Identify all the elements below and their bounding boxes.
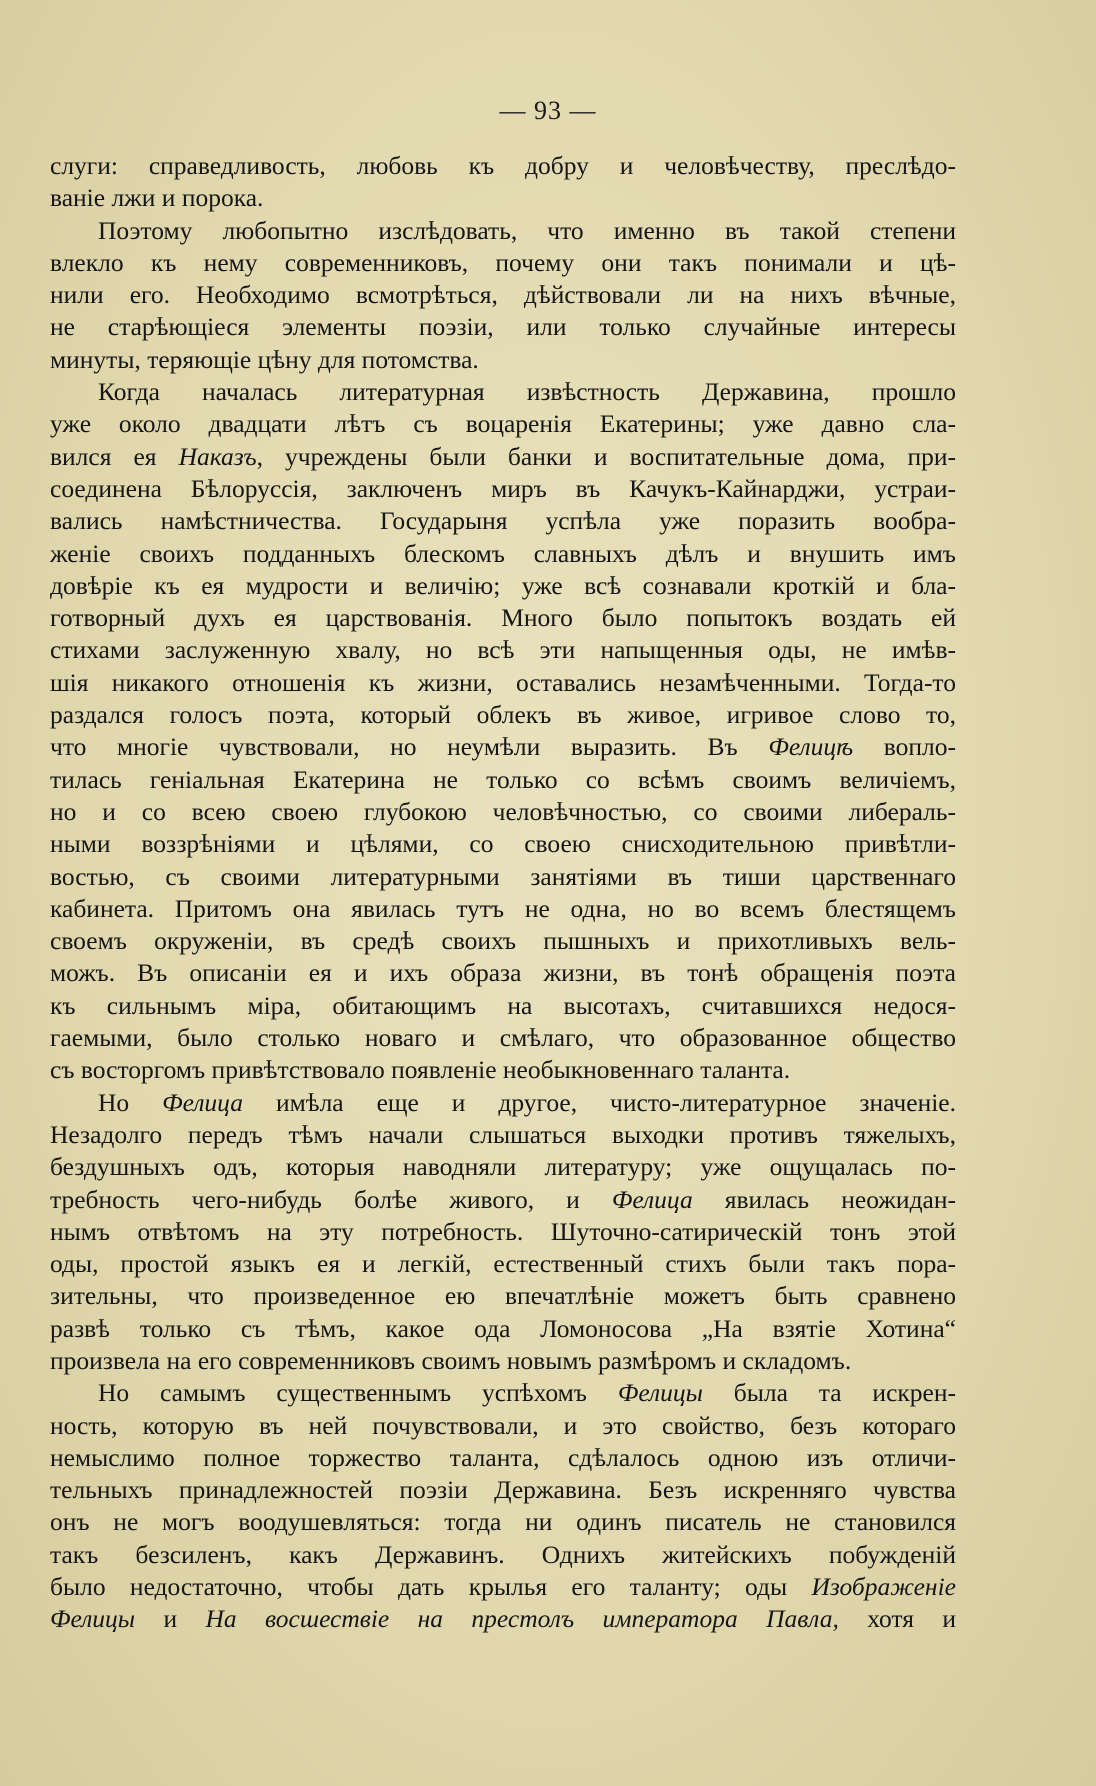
text-line bbox=[50, 1280, 956, 1312]
text-run: довѣріе къ ея мудрости и величію; уже всѣ сознавали кроткій и бла- bbox=[50, 570, 956, 600]
text-run: хотя и bbox=[838, 1604, 956, 1634]
text-run: тельныхъ принадлежностей поэзіи Державина. Безъ искренняго чувства bbox=[50, 1475, 956, 1505]
text-run: не старѣющіеся элементы поэзіи, или только случайные интересы bbox=[50, 312, 956, 342]
text-run: гаемыми, было столько новаго и смѣлаго, что образованное общество bbox=[50, 1023, 956, 1053]
italic-title: Фелицы bbox=[617, 1378, 703, 1408]
text-run: шія никакого отношенія къ жизни, оставались незамѣченными. Тогда-то bbox=[50, 667, 956, 697]
text-run: Незадолго передъ тѣмъ начали слышаться выходки противъ тяжелыхъ, bbox=[50, 1119, 956, 1149]
text-run: ваніе лжи и порока. bbox=[50, 183, 264, 213]
italic-title: Наказъ bbox=[178, 441, 257, 471]
text-run: своемъ окруженіи, въ средѣ своихъ пышныхъ и прихотливыхъ вель- bbox=[50, 926, 956, 956]
text-line bbox=[50, 861, 956, 893]
text-run: минуты, теряющіе цѣну для потомства. bbox=[50, 344, 479, 374]
text-line bbox=[50, 796, 956, 828]
text-run: нили его. Необходимо всмотрѣться, дѣйствовали ли на нихъ вѣчные, bbox=[50, 280, 956, 310]
text-run: онъ не могъ воодушевляться: тогда ни одинъ писатель не становился bbox=[50, 1507, 956, 1537]
text-run: вился ея bbox=[50, 441, 179, 471]
text-line bbox=[50, 828, 956, 860]
text-run: Но самымъ существеннымъ успѣхомъ bbox=[98, 1378, 618, 1408]
text-line bbox=[50, 925, 956, 957]
italic-title: Фелицы bbox=[50, 1604, 136, 1634]
text-line bbox=[50, 1248, 956, 1280]
text-run: такъ безсиленъ, какъ Державинъ. Однихъ житейскихъ побужденій bbox=[50, 1539, 956, 1569]
text-run: бездушныхъ одъ, которыя наводняли литературу; уже ощущалась по- bbox=[50, 1152, 956, 1182]
text-line bbox=[50, 505, 956, 537]
text-line bbox=[50, 182, 956, 214]
text-line bbox=[50, 1151, 956, 1183]
text-line bbox=[50, 1119, 956, 1151]
text-run: тилась геніальная Екатерина не только со всѣмъ своимъ величіемъ, bbox=[50, 764, 956, 794]
text-line bbox=[50, 1442, 956, 1474]
text-line bbox=[50, 538, 956, 570]
text-line bbox=[50, 990, 956, 1022]
text-run: развѣ только съ тѣмъ, какое ода Ломоносова „На взятіе Хотина“ bbox=[50, 1313, 956, 1343]
text-line bbox=[50, 764, 956, 796]
text-run: ность, которую въ ней почувствовали, и это свойство, безъ котораго bbox=[50, 1410, 956, 1440]
italic-title: Фелица bbox=[611, 1184, 693, 1214]
text-run: и bbox=[135, 1604, 206, 1634]
text-line bbox=[50, 602, 956, 634]
text-line bbox=[50, 570, 956, 602]
text-run: кабинета. Притомъ она явилась тутъ не одна, но во всемъ блестящемъ bbox=[50, 893, 956, 923]
text-line bbox=[50, 699, 956, 731]
text-run: женіе своихъ подданныхъ блескомъ славныхъ дѣлъ и внушить имъ bbox=[50, 538, 956, 568]
text-line bbox=[50, 441, 956, 473]
text-run: ными воззрѣніями и цѣлями, со своею снисходительною привѣтли- bbox=[50, 829, 956, 859]
text-line bbox=[50, 1410, 956, 1442]
text-run: требность чего-нибудь болѣе живого, и bbox=[50, 1184, 612, 1214]
text-run: можъ. Въ описаніи ея и ихъ образа жизни, въ тонѣ обращенія поэта bbox=[50, 958, 956, 988]
text-run: съ восторгомъ привѣтствовало появленіе необыкновеннаго таланта. bbox=[50, 1055, 791, 1085]
text-run: вались намѣстничества. Государыня успѣла уже поразить вообра- bbox=[50, 506, 956, 536]
text-run: зительны, что произведенное ею впечатлѣніе можетъ быть сравнено bbox=[50, 1281, 956, 1311]
text-line bbox=[50, 1022, 956, 1054]
text-run: влекло къ нему современниковъ, почему они такъ понимали и цѣ- bbox=[50, 247, 956, 277]
text-run: готворный духъ ея царствованія. Много было попытокъ воздать ей bbox=[50, 603, 956, 633]
italic-title: Фелицѣ bbox=[768, 732, 854, 762]
text-line bbox=[50, 1054, 956, 1086]
text-line bbox=[50, 473, 956, 505]
text-line bbox=[50, 215, 956, 247]
italic-title: Изображеніе bbox=[811, 1572, 956, 1602]
text-line bbox=[50, 1345, 956, 1377]
text-run: немыслимо полное торжество таланта, сдѣлалось одною изъ отличи- bbox=[50, 1442, 956, 1472]
text-run: уже около двадцати лѣтъ съ воцаренія Екатерины; уже давно сла- bbox=[50, 409, 956, 439]
text-run: , учреждены были банки и воспитательные дома, при- bbox=[256, 441, 956, 471]
text-line bbox=[50, 1377, 956, 1409]
text-line bbox=[50, 731, 956, 763]
text-line bbox=[50, 344, 956, 376]
text-run: была та искрен- bbox=[702, 1378, 956, 1408]
text-run: произвела на его современниковъ своимъ новымъ размѣромъ и складомъ. bbox=[50, 1345, 852, 1375]
text-line bbox=[50, 311, 956, 343]
text-run: но и со всею своею глубокою человѣчностью, со своими либераль- bbox=[50, 796, 956, 826]
text-run: Поэтому любопытно изслѣдовать, что именно въ такой степени bbox=[98, 215, 956, 245]
text-run: востью, съ своими литературными занятіями въ тиши царственнаго bbox=[50, 861, 956, 891]
text-line bbox=[50, 1474, 956, 1506]
text-run: оды, простой языкъ ея и легкій, естественный стихъ были такъ пора- bbox=[50, 1249, 956, 1279]
text-line bbox=[50, 279, 956, 311]
text-line bbox=[50, 634, 956, 666]
text-run: соединена Бѣлоруссія, заключенъ миръ въ Качукъ-Кайнарджи, устраи- bbox=[50, 473, 956, 503]
text-line bbox=[50, 376, 956, 408]
text-line bbox=[50, 150, 956, 182]
italic-title: На восшествіе на престолъ императора Павла, bbox=[205, 1604, 839, 1634]
body-text bbox=[50, 150, 956, 1636]
text-line bbox=[50, 1087, 956, 1119]
text-line bbox=[50, 957, 956, 989]
text-line bbox=[50, 893, 956, 925]
text-run: было недостаточно, чтобы дать крылья его таланту; оды bbox=[50, 1572, 812, 1602]
text-run: вопло- bbox=[853, 732, 956, 762]
text-line bbox=[50, 1506, 956, 1538]
text-run: къ сильнымъ міра, обитающимъ на высотахъ, считавшихся недося- bbox=[50, 990, 956, 1020]
text-line bbox=[50, 1603, 956, 1635]
text-line bbox=[50, 1539, 956, 1571]
text-run: что многіе чувствовали, но неумѣли выразить. Въ bbox=[50, 732, 769, 762]
text-run: стихами заслуженную хвалу, но всѣ эти напыщенныя оды, не имѣв- bbox=[50, 635, 956, 665]
text-run: Но bbox=[98, 1087, 163, 1117]
text-run: нымъ отвѣтомъ на эту потребность. Шуточно-сатирическій тонъ этой bbox=[50, 1216, 956, 1246]
text-run: имѣла еще и другое, чисто-литературное значеніе. bbox=[243, 1087, 956, 1117]
text-run: слуги: справедливость, любовь къ добру и человѣчеству, преслѣдо- bbox=[50, 151, 956, 180]
text-line bbox=[50, 247, 956, 279]
text-line bbox=[50, 1571, 956, 1603]
text-line bbox=[50, 1313, 956, 1345]
text-run: раздался голосъ поэта, который облекъ въ живое, игривое слово то, bbox=[50, 700, 956, 730]
text-line bbox=[50, 1184, 956, 1216]
text-run: Когда началась литературная извѣстность Державина, прошло bbox=[98, 377, 956, 407]
page-number: — 93 — bbox=[499, 96, 597, 125]
text-line bbox=[50, 667, 956, 699]
text-line bbox=[50, 408, 956, 440]
italic-title: Фелица bbox=[162, 1087, 243, 1117]
text-run: явилась неожидан- bbox=[692, 1184, 957, 1214]
text-line bbox=[50, 1216, 956, 1248]
